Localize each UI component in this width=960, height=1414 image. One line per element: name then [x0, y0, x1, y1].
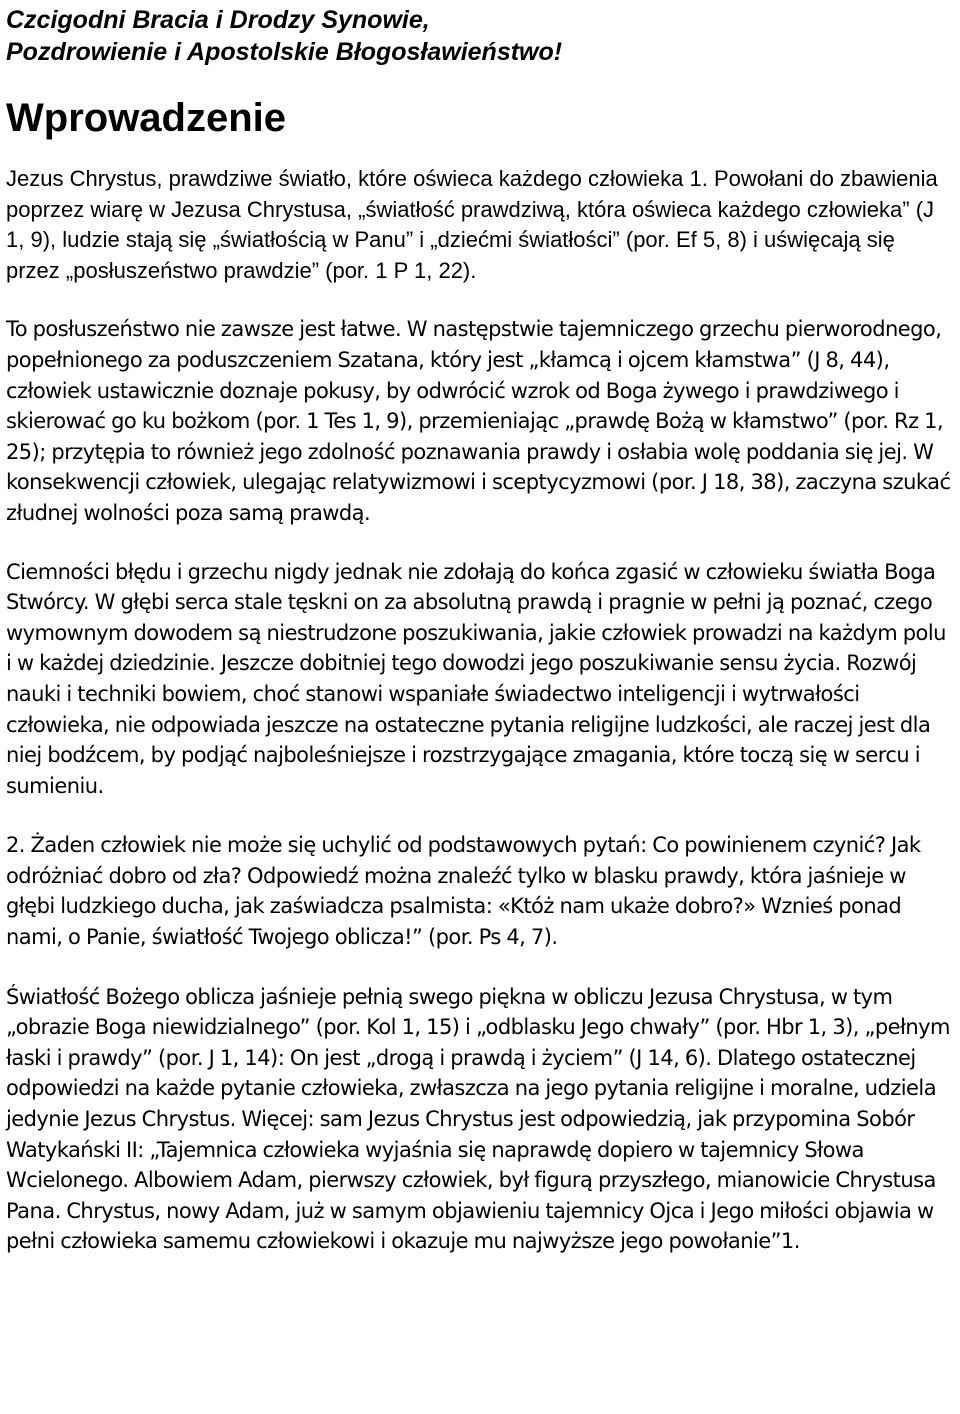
greeting-line-2: Pozdrowienie i Apostolskie Błogosławieństwo!	[6, 38, 563, 66]
paragraph-intro: Jezus Chrystus, prawdziwe światło, które oświeca każdego człowieka 1. Powołani do zbawienia poprzez wiarę w Jezusa Chrystusa, „światłość prawdziwą, która oświeca każdego człowieka” (J 1, 9), ludzie stają się „światłością w Panu” i „dziećmi światłości” (por. Ef 5, 8) i uświęcają się przez „posłuszeństwo prawdzie” (por. 1 P 1, 22).	[6, 166, 938, 283]
greeting	[6, 0, 954, 68]
paragraph-light-of-face: Światłość Bożego oblicza jaśnieje pełnią swego piękna w obliczu Jezusa Chrystusa, w tym „obrazie Boga niewidzialnego” (por. Kol 1, 15) i „odblasku Jego chwały” (por. Hbr 1, 3), „pełnym łaski i prawdy” (por. J 1, 14): On jest „drogą i prawdą i życiem” (J 14, 6). Dlatego ostatecznej odpowiedzi na każde pytanie człowieka, zwłaszcza na jego pytania religijne i moralne, udziela jedynie Jezus Chrystus. Więcej: sam Jezus Chrystus jest odpowiedzią, jak przypomina Sobór Watykański II: „Tajemnica człowieka wyjaśnia się naprawdę dopiero w tajemnicy Słowa Wcielonego. Albowiem Adam, pierwszy człowiek, był figurą przyszłego, mianowicie Chrystusa Pana. Chrystus, nowy Adam, już w samym objawieniu tajemnicy Ojca i Jego miłości objawia w pełni człowieka samemu człowiekowi i okazuje mu najwyższe jego powołanie”1.	[6, 984, 950, 1254]
greeting-line-1: Czcigodni Bracia i Drodzy Synowie,	[6, 6, 430, 34]
paragraph-questions: 2. Żaden człowiek nie może się uchylić od podstawowych pytań: Co powinienem czynić? Jak odróżniać dobro od zła? Odpowiedź można znaleźć tylko w blasku prawdy, która jaśnieje w głębi ludzkiego ducha, jak zaświadcza psalmista: «Któż nam ukaże dobro?» Wznieś ponad nami, o Panie, światłość Twojego oblicza!” (por. Ps 4, 7).	[6, 833, 921, 950]
paragraph-obedience: To posłuszeństwo nie zawsze jest łatwe. W następstwie tajemniczego grzechu pierworodnego, popełnionego za poduszczeniem Szatana, który jest „kłamcą i ojcem kłamstwa” (J 8, 44), człowiek ustawicznie doznaje pokusy, by odwrócić wzrok od Boga żywego i prawdziwego i skierować go ku bożkom (por. 1 Tes 1, 9), przemieniając „prawdę Bożą w kłamstwo” (por. Rz 1, 25); przytępia to również jego zdolność poznawania prawdy i osłabia wolę poddania się jej. W konsekwencji człowiek, ulegając relatywizmowi i sceptycyzmowi (por. J 18, 38), zaczyna szukać złudnej wolności poza samą prawdą.	[6, 317, 951, 525]
paragraph-darkness: Ciemności błędu i grzechu nigdy jednak nie zdołają do końca zgasić w człowieku światła Boga Stwórcy. W głębi serca stale tęskni on za absolutną prawdą i pragnie w pełni ją poznać, czego wymownym dowodem są niestrudzone poszukiwania, jakie człowiek prowadzi na każdym polu i w każdej dziedzinie. Jeszcze dobitniej tego dowodzi jego poszukiwanie sensu życia. Rozwój nauki i techniki bowiem, choć stanowi wspaniałe świadectwo inteligencji i wytrwałości człowieka, nie odpowiada jeszcze na ostateczne pytania religijne ludzkości, ale raczej jest dla niej bodźcem, by podjąć najboleśniejsze i rozstrzygające zmagania, które toczą się w sercu i sumieniu.	[6, 559, 946, 798]
section-heading: Wprowadzenie	[6, 96, 287, 140]
